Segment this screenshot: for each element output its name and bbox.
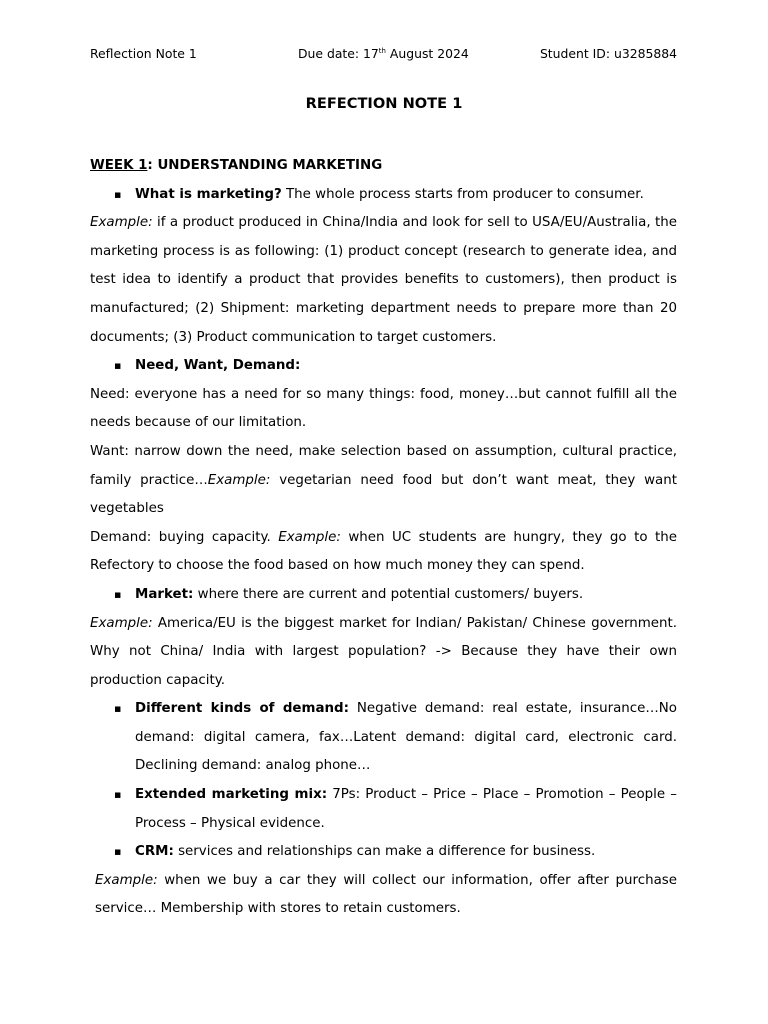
bullet-text: The whole process starts from producer to consumer. xyxy=(281,186,644,202)
want-text: Want: narrow down the need, make selection based on assumption, cultural practice, family practice… xyxy=(90,443,677,488)
bullet-term: Extended marketing mix: xyxy=(135,787,328,803)
header-due-date xyxy=(298,46,469,61)
example-label: Example: xyxy=(278,529,341,545)
bullet-list xyxy=(90,181,677,210)
example-text: when we buy a car they will collect our information, offer after purchase service… Membership with stores to retain customers. xyxy=(95,872,677,917)
document-body xyxy=(90,152,677,924)
example-text: if a product produced in China/India and look for sell to USA/EU/Australia, the marketing process is as following: (1) product concept (research to generate idea, and test idea to identify a product that provides benefits to customers), then product is manufactured; (2) Shipment: marketing department needs to prepare more than 20 documents; (3) Product communication to target customers. xyxy=(90,215,677,345)
example-paragraph xyxy=(90,867,677,924)
bullet-term: CRM: xyxy=(135,844,174,860)
demand-paragraph xyxy=(90,524,677,581)
demand-example: when UC students are hungry, they go to the Refectory to choose the food based on how much money they can spend. xyxy=(90,529,678,574)
bullet-term: Need, Want, Demand: xyxy=(135,358,301,374)
need-paragraph: Need: everyone has a need for so many things: food, money…but cannot fulfill all the needs because of our limitation. xyxy=(90,386,677,431)
page-header xyxy=(90,46,677,66)
bullet-crm xyxy=(135,838,677,867)
week-label: WEEK 1 xyxy=(90,158,148,173)
bullet-kinds-of-demand xyxy=(135,695,677,781)
page-title: REFECTION NOTE 1 xyxy=(305,95,463,112)
bullet-text: services and relationships can make a difference for business. xyxy=(173,844,596,860)
week-title: : UNDERSTANDING MARKETING xyxy=(147,158,383,173)
bullet-market xyxy=(135,581,677,610)
bullet-marketing-mix xyxy=(135,781,677,838)
want-example: vegetarian need food but don’t want meat, they want vegetables xyxy=(90,472,677,517)
example-label: Example: xyxy=(90,615,153,631)
example-text: America/EU is the biggest market for Indian/ Pakistan/ Chinese government. Why not China/ India with largest population? -> Because they have their own production capacity. xyxy=(90,615,677,688)
due-date-ordinal: th xyxy=(378,46,386,55)
example-paragraph xyxy=(90,610,677,696)
due-date-suffix: August 2024 xyxy=(385,46,469,61)
bullet-term: Market: xyxy=(135,586,194,602)
week-heading xyxy=(90,152,677,181)
bullet-text: where there are current and potential customers/ buyers. xyxy=(193,586,584,602)
example-label: Example: xyxy=(90,215,153,231)
due-date-prefix: Due date: 17 xyxy=(298,46,379,61)
example-label: Example: xyxy=(207,472,271,488)
want-paragraph xyxy=(90,438,677,524)
bullet-term: Different kinds of demand: xyxy=(135,701,349,717)
header-note-label: Reflection Note 1 xyxy=(90,46,197,61)
bullet-list xyxy=(90,695,677,867)
example-label: Example: xyxy=(95,872,158,888)
bullet-list xyxy=(90,581,677,610)
bullet-need-want-demand xyxy=(135,352,677,381)
bullet-what-is-marketing xyxy=(135,181,677,210)
bullet-term: What is marketing? xyxy=(135,186,282,202)
example-paragraph xyxy=(90,209,677,352)
demand-text: Demand: buying capacity. xyxy=(90,529,279,545)
bullet-text: 7Ps: Product – Price – Place – Promotion – People – Process – Physical evidence. xyxy=(135,787,677,831)
header-student-id: Student ID: u3285884 xyxy=(539,46,677,61)
bullet-text: Negative demand: real estate, insurance…No demand: digital camera, fax…Latent demand: digital card, electronic card. Declining demand: analog phone… xyxy=(135,701,677,774)
bullet-list xyxy=(90,352,677,381)
